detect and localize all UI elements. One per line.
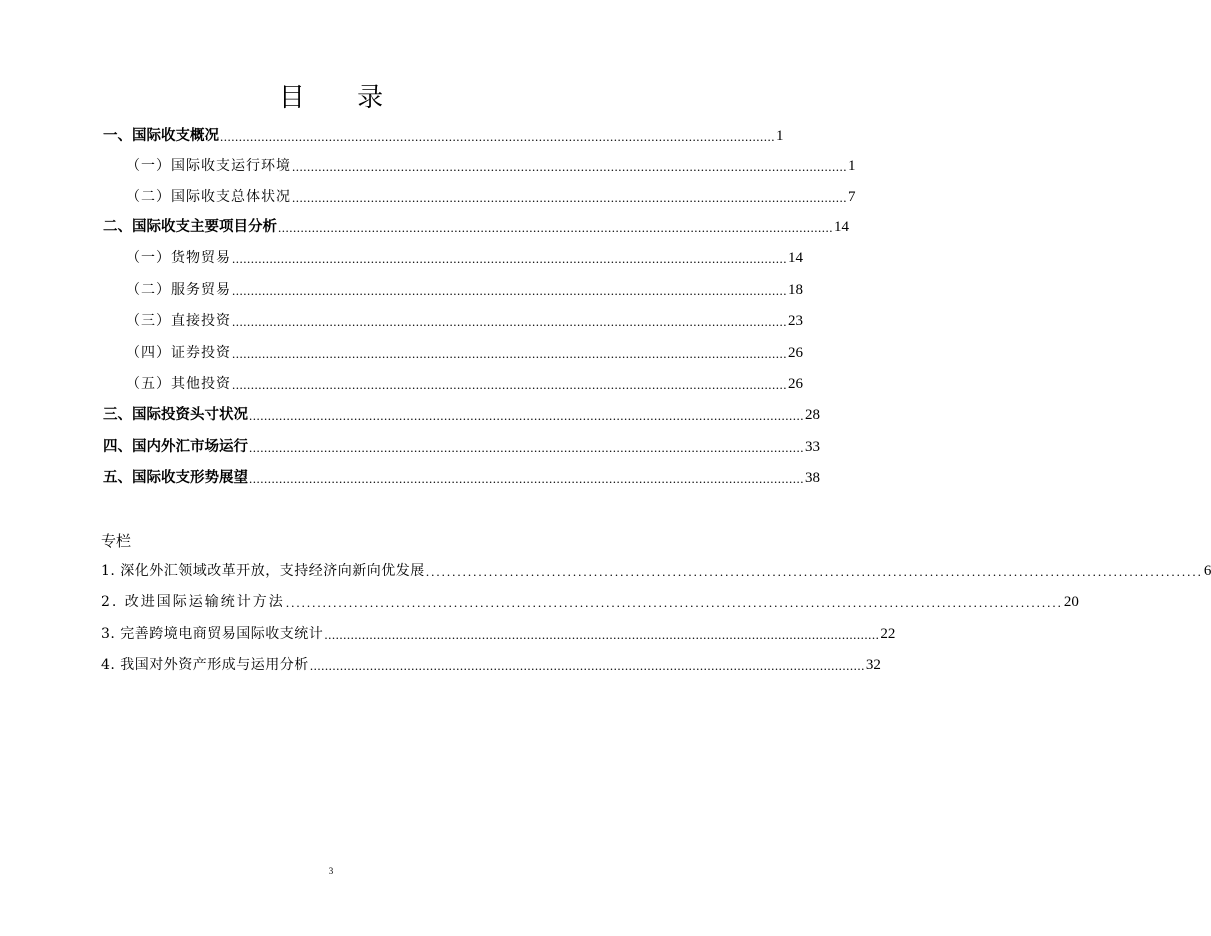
dot-leader: ....................................................................................................................................................	[232, 283, 787, 298]
toc-entry-subsection[interactable]	[126, 370, 803, 394]
dot-leader: ....................................................................................................................................................	[232, 346, 787, 361]
column-entry[interactable]	[101, 557, 1211, 581]
toc-entry-label: （三）直接投资	[126, 313, 231, 329]
column-entry-page: 6	[1203, 563, 1211, 579]
column-entry-page: 22	[880, 626, 896, 642]
dot-leader: ....................................................................................................................................................	[285, 595, 1063, 610]
toc-entry-section-4[interactable]	[103, 433, 820, 457]
column-entry[interactable]	[101, 651, 881, 675]
dot-leader: ....................................................................................................................................................	[292, 190, 847, 205]
dot-leader: ....................................................................................................................................................	[425, 564, 1203, 579]
dot-leader: ....................................................................................................................................................	[249, 408, 804, 423]
toc-entry-label: 三、国际投资头寸状况	[103, 407, 248, 423]
dot-leader: ....................................................................................................................................................	[324, 627, 880, 642]
toc-entry-label: （二）服务贸易	[126, 282, 231, 298]
page-title: 目 录	[278, 83, 406, 113]
dot-leader: ....................................................................................................................................................	[278, 220, 833, 235]
toc-entry-page: 1	[848, 158, 856, 174]
toc-entry-page: 28	[805, 407, 820, 423]
dot-leader: ....................................................................................................................................................	[249, 440, 804, 455]
toc-entry-label: 五、国际收支形势展望	[103, 470, 248, 486]
toc-entry-page: 33	[805, 439, 820, 455]
toc-entry-page: 38	[805, 470, 820, 486]
toc-entry-section-2[interactable]	[103, 213, 849, 237]
toc-entry-subsection[interactable]	[126, 307, 803, 331]
toc-entry-subsection[interactable]	[126, 183, 856, 207]
dot-leader: ....................................................................................................................................................	[309, 658, 865, 673]
column-entry-page: 20	[1063, 594, 1079, 610]
dot-leader: ....................................................................................................................................................	[232, 377, 787, 392]
toc-entry-label: 一、国际收支概况	[103, 128, 219, 144]
page-number: 3	[328, 866, 334, 876]
toc-entry-section-3[interactable]	[103, 401, 820, 425]
column-entry-page: 32	[865, 657, 881, 673]
column-entry-label: 4. 我国对外资产形成与运用分析	[101, 657, 309, 673]
toc-entry-label: 二、国际收支主要项目分析	[103, 219, 277, 235]
toc-entry-page: 1	[776, 128, 784, 144]
toc-entry-page: 26	[788, 376, 803, 392]
toc-entry-label: （二）国际收支总体状况	[126, 189, 291, 205]
toc-entry-label: 四、国内外汇市场运行	[103, 439, 248, 455]
dot-leader: ....................................................................................................................................................	[220, 129, 775, 144]
toc-entry-label: （一）国际收支运行环境	[126, 158, 291, 174]
columns-heading: 专栏	[101, 532, 132, 550]
toc-entry-label: （一）货物贸易	[126, 250, 231, 266]
toc-entry-page: 7	[848, 189, 856, 205]
toc-entry-page: 23	[788, 313, 803, 329]
toc-entry-section-5[interactable]	[103, 464, 820, 488]
column-entry[interactable]	[101, 588, 1079, 612]
toc-entry-label: （五）其他投资	[126, 376, 231, 392]
column-entry-label: 1. 深化外汇领域改革开放，支持经济向新向优发展	[101, 563, 425, 579]
toc-entry-section-1[interactable]	[103, 122, 784, 146]
column-entry[interactable]	[101, 620, 896, 644]
toc-entry-subsection[interactable]	[126, 152, 856, 176]
toc-entry-page: 18	[788, 282, 803, 298]
column-entry-label: 3. 完善跨境电商贸易国际收支统计	[101, 626, 324, 642]
dot-leader: ....................................................................................................................................................	[232, 314, 787, 329]
dot-leader: ....................................................................................................................................................	[232, 251, 787, 266]
toc-entry-page: 14	[788, 250, 803, 266]
toc-entry-page: 14	[834, 219, 849, 235]
toc-entry-subsection[interactable]	[126, 244, 803, 268]
dot-leader: ....................................................................................................................................................	[249, 471, 804, 486]
toc-entry-label: （四）证券投资	[126, 345, 231, 361]
column-entry-label: 2. 改进国际运输统计方法	[101, 594, 285, 610]
toc-entry-subsection[interactable]	[126, 276, 803, 300]
toc-entry-subsection[interactable]	[126, 339, 803, 363]
dot-leader: ....................................................................................................................................................	[292, 159, 847, 174]
toc-entry-page: 26	[788, 345, 803, 361]
